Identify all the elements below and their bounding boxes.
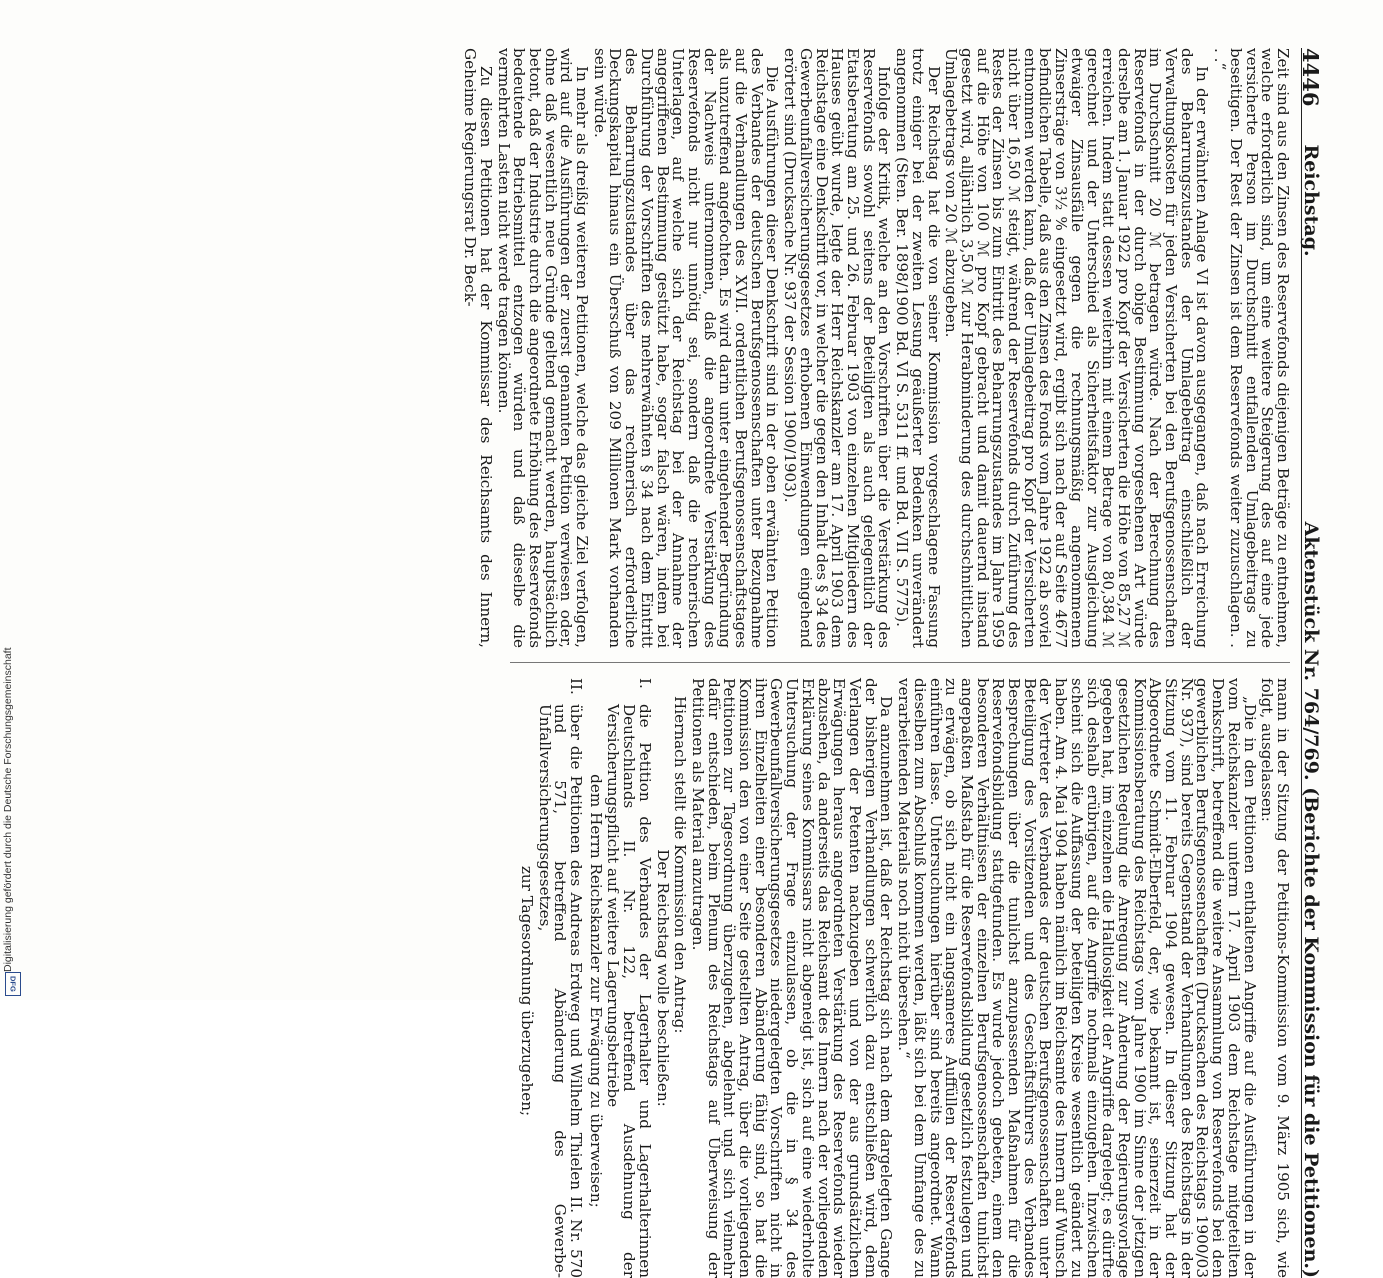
resolution-decision: zur Tagesordnung überzugehen; (517, 865, 536, 1117)
digitization-sidebar (0, 0, 26, 1000)
resolution-item (587, 678, 652, 1278)
paragraph: Zu diesen Petitionen hat der Kommissar des Reichsamts des Innern, Geheime Regierungsrat Dr. Beck- (461, 48, 495, 648)
paragraph: Der Reichstag hat die von seiner Kommission vorgeschlagene Fassung trotz einiger bei der zweiten Lesung geäußerter Bedenken unverändert angenommen (Sten. Ber. 1898/1900 Bd. VI S. 5311 ff. und Bd. VII S. 5775). (893, 48, 943, 648)
paragraph: „Die in den Petitionen enthaltenen Angriffe auf die Ausführungen in der vom Reichskanzler unterm 17. April 1903 dem Reichstage mitgeteilten Denkschrift, betreffend die weitere Ansammlung von Reservefonds bei den gewerblichen Berufsgenossenschaften (Drucksachen des Reichstags 1900/03 Nr. 937), sind bereits Gegenstand der Verhandlungen des Reichstags in der Sitzung vom 11. Februar 1904 gewesen. In dieser Sitzung hat der Abgeordnete Schmidt-Elberfeld, der, wie bekannt ist, seinerzeit in der Kommissionsberatung des Reichstags vom Jahre 1900 im Sinne der jetzigen gesetzlichen Regelung die Anregung zur Änderung der Regierungsvorlage gegeben hat, im einzelnen die Haltlosigkeit der Angriffe dargelegt; es dürfte sich deshalb erübrigen, auf die Angriffe nochmals einzugehen. Inzwischen scheint sich die Auffassung der beteiligten Kreise wesentlich geändert zu haben. Am 4. Mai 1904 haben nämlich im Reichsamte des Innern auf Wunsch der Vertreter des Verbandes der deutschen Berufsgenossenschaften unter Beteiligung des Vorsitzenden und des Geschäftsführers des Verbandes Besprechungen über die tunlichst anzupassenden Maßnahmen für die Reservefondsbildung stattgefunden. Es wurde jedoch gebeten, einem den besonderen Verhältnissen der einzelnen Berufsgenossenschaften tunlichst angepaßten Maßstab für die Reservefondsbildung gesetzlich festzulegen und zu erwägen, ob sich nicht ein langsameres Auffüllen der Reservefonds einführen lasse. Untersuchungen hierüber sind bereits angeordnet. Wann dieselben zum Abschluß kommen werden, läßt sich bei dem Umfange des zu verarbeitenden Materials noch nicht übersehen.“ (895, 678, 1259, 1278)
digitization-credit: Digitalisierung gefördert durch die Deutsche Forschungsgemeinschaft (2, 647, 14, 972)
page-number: 4446 (1297, 48, 1323, 107)
paragraph: Hiernach stellt die Kommission den Antrag: (671, 696, 690, 1034)
document-page (80, 48, 1330, 1278)
paragraph: Da anzunehmen ist, daß der Reichstag sich nach dem dargelegten Gange der bisherigen Verhandlungen schwerlich dazu entschließen wird, dem Verlangen der Petenten nachzugeben und von der aus grundsätzlichen Erwägungen heraus angeordneten Verstärkung des Reservefonds wieder abzusehen, da anderseits das Reichsamt des Innern nach der vorliegenden Erklärung seines Kommissars nicht abgeneigt ist, sich auf eine wiederholte Untersuchung der Frage einzulassen, ob die in § 34 des Gewerbeunfallversicherungsgesetzes niedergelegten Vorschriften nicht in ihren Einzelheiten einer besonderen Abänderung fähig sind, so hat die Kommission den von einer Seite gestellten Antrag, über die vorliegenden Petitionen zur Tagesordnung überzugehen, abgelehnt und sich vielmehr dafür entschieden, beim Plenum des Reichstags auf Überweisung der Petitionen als Material anzutragen. (688, 678, 896, 1278)
resolution-text: die Petition des Verbandes der Lagerhalter und Lagerhalterinnen Deutschlands II. Nr. 122, betreffend Ausdehnung der Versicherungspflicht auf weitere Lagerungsbetriebe (604, 704, 654, 1278)
header-title: Aktenstück Nr. 764/769. (Berichte der Kommission für die Petitionen.) (1299, 521, 1322, 1278)
resolution-list (518, 678, 652, 1278)
column-divider (510, 662, 1290, 663)
paragraph: Der Reichstag wolle beschließen: (653, 849, 672, 1107)
header-section: Reichstag. (1299, 144, 1322, 257)
paragraph: In mehr als dreißig weiteren Petitionen, welche das gleiche Ziel verfolgen, wird auf die Ausführungen der zuerst genannten Petition verwiesen oder, ohne daß wesentlich neue Gründe geltend gemacht werden, hauptsächlich betont, daß der Industrie durch die angeordnete Erhöhung des Reservefonds bedeutende Betriebsmittel entzogen würden und daß dieselbe die vermehrten Lasten nicht werde tragen können. (494, 48, 592, 648)
paragraph: mann in der Sitzung der Petitions-Kommission vom 9. März 1905 sich, wie folgt, ausgelassen: (1258, 678, 1292, 1278)
page-header (1297, 48, 1330, 1278)
resolution-item (517, 678, 586, 1278)
left-column (459, 48, 1290, 648)
resolution-number: I. (635, 678, 654, 689)
paragraph: Infolge der Kritik, welche an den Vorschriften über die Verstärkung des Reservefonds sowohl seitens der Beteiligten als auch gelegentlich der Etatsberatung am 25. und 26. Februar 1903 von einzelnen Mitgliedern des Hauses geübt wurde, legte der Herr Reichskanzler am 17. April 1903 dem Reichstage eine Denkschrift vor, in welcher die gegen den Inhalt des § 34 des Gewerbeunfallversicherungsgesetzes erhobenen Einwendungen eingehend erörtert sind (Drucksache Nr. 937 der Session 1900/1903). (781, 48, 894, 648)
paragraph: In der erwähnten Anlage VI ist davon ausgegangen, daß nach Erreichung des Beharrungszustandes der Umlagebeitrag einschließlich der Verwaltungskosten für jeden Versicherten bei den Berufsgenossenschaften im Durchschnitt 20 ℳ betragen würde. Nach der Berechnung des Reservefonds in der durch obige Bestimmung vorgesehenen Art würde derselbe am 1. Januar 1922 pro Kopf der Versicherten die Höhe von 85,27 ℳ erreichen. Indem statt dessen weiterhin mit einem Betrage von 80,384 ℳ gerechnet und der Unterschied als Sicherheitsfaktor zur Ausgleichung etwaiger Zinsausfälle gegen die rechnungsmäßig angenommenen Zinsersträge von 3½ % eingesetzt wird, ergibt sich nach der auf Seite 4677 befindlichen Tabelle, daß aus den Zinsen des Fonds vom Jahre 1922 ab soviel entnommen werden kann, daß der Umlagebeitrag pro Kopf der Versicherten nicht über 16,50 ℳ steigt, während der Reservefonds durch Zuführung des Restes der Zinsen bis zum Eintritt des Beharrungszustandes im Jahre 1959 auf die Höhe von 100 ℳ pro Kopf gebracht und damit dauernd instand gesetzt wird, alljährlich 3,50 ℳ zur Herabminderung des durchschnittlichen Umlagebetrags von 20 ℳ abzugeben. (942, 48, 1212, 648)
resolution-number: II. (567, 678, 586, 695)
resolution-decision: dem Herrn Reichskanzler zur Erwägung zu überweisen; (586, 774, 605, 1208)
resolution-text: über die Petitionen des Andreas Erdweg und Wilhelm Thielen II. Nr. 570 und 571, betreffend Abänderung des Gewerbe-Unfallversicherungsgesetzes, (535, 704, 586, 1278)
paragraph: Die Ausführungen dieser Denkschrift sind in der oben erwähnten Petition des Verbandes der deutschen Berufsgenossenschaften unter Bezugnahme auf die Verhandlungen des XVII. ordentlichen Berufsgenossenschaftstages als unzutreffend angefochten. Es wird darin unter eingehender Begründung der Nachweis unternommen, daß die angeordnete Verstärkung des Reservefonds nicht nur unnötig sei, sondern daß die rechnerischen Unterlagen, auf welche sich der Reichstag bei der Annahme der angegriffenen Bestimmung gestützt habe, sogar falsch wären, indem bei Durchführung der Vorschriften des mehrerwähnten § 34 nach dem Eintritt des Beharrungszustandes über das rechnerisch erforderliche Deckungskapital hinaus ein Überschuß von 209 Millionen Mark vorhanden sein würde. (590, 48, 782, 648)
right-column (514, 678, 1290, 1278)
dfg-logo-icon: DFG (5, 972, 21, 996)
paragraph: Zeit sind aus den Zinsen des Reservefonds diejenigen Beträge zu entnehmen, welche erforderlich sind, um eine weitere Steigerung des auf eine jede versicherte Person im Durchschnitt entfallenden Umlagebeitrags zu beseitigen. Der Rest der Zinsen ist dem Reservefonds weiter zuzuschlagen. . . .“ (1211, 48, 1292, 648)
